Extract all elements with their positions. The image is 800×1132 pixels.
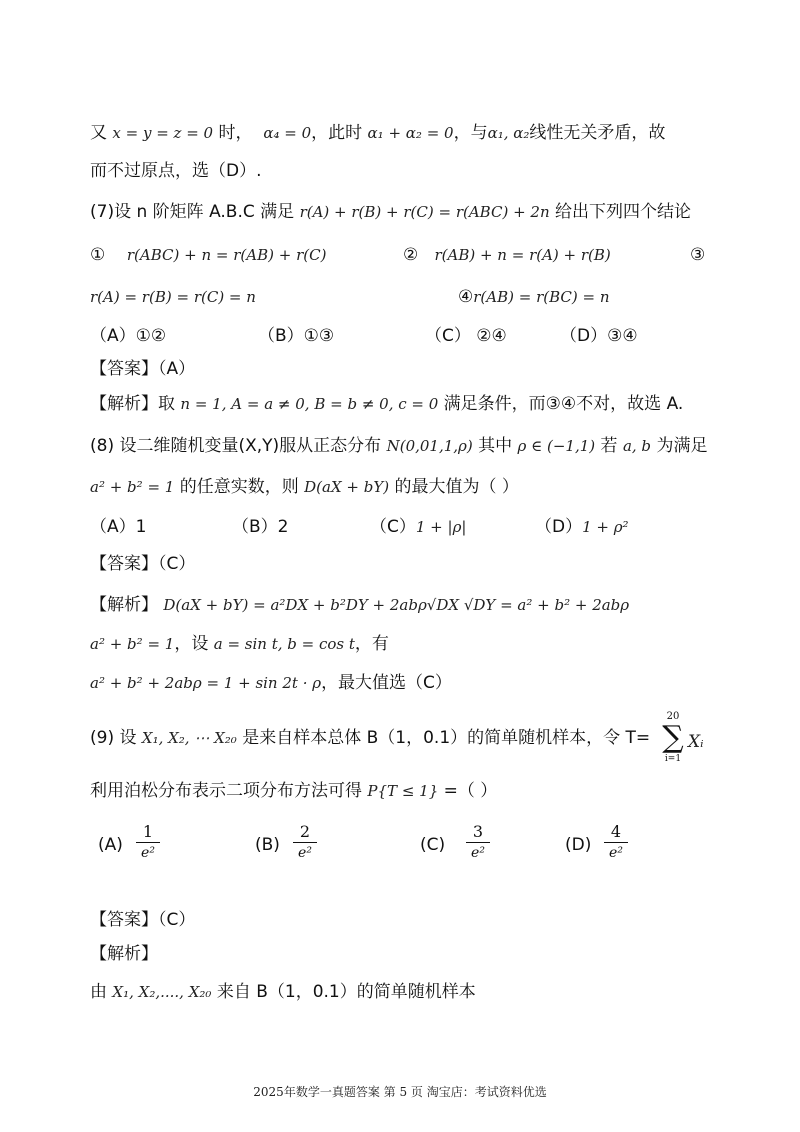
fraction-bar (293, 842, 317, 843)
question-8-cont (90, 475, 519, 499)
option-c (370, 515, 466, 539)
math: α₁, α₂ (487, 124, 530, 142)
mark: ④ (458, 287, 474, 307)
math: X₁, X₂, ⋯ X₂₀ (141, 729, 237, 747)
numerator: 4 (610, 822, 622, 841)
text: 若 (595, 436, 618, 456)
text: 利用泊松分布表示二项分布方法可得 (90, 781, 362, 801)
option-c-label: (C) (420, 835, 446, 855)
text: （C） (370, 517, 416, 537)
text: 时， (213, 123, 253, 143)
text: (9) 设 (90, 728, 137, 748)
option-d (535, 515, 629, 539)
option-c: （C） ②④ (425, 326, 507, 346)
denominator: e² (609, 845, 623, 861)
option-c-fraction (466, 823, 490, 862)
question-8 (90, 434, 707, 458)
answer-8: 【答案】（C） (90, 554, 196, 574)
solution-7 (90, 392, 683, 416)
math: α₁ + α₂ = 0 (367, 124, 454, 142)
text: 由 (90, 982, 107, 1002)
fraction-bar (604, 842, 628, 843)
math: x = y = z = 0 (112, 124, 214, 142)
math: a² + b² + 2abρ = 1 + sin 2t · ρ (90, 674, 322, 692)
fraction-bar (466, 842, 490, 843)
math: r(ABC) + n = r(AB) + r(C) (126, 246, 327, 264)
answer-7: 【答案】（A） (90, 359, 196, 379)
text: =（ ） (438, 781, 498, 801)
solution-8-line-3 (90, 671, 452, 695)
question-9 (90, 726, 650, 750)
math: P{T ≤ 1} (367, 782, 439, 800)
text: ，最大值选（C） (321, 673, 452, 693)
option-a-fraction (136, 823, 160, 862)
text: 给出下列四个结论 (549, 202, 692, 222)
sum-upper: 20 (666, 711, 680, 722)
text: 为满足 (651, 436, 708, 456)
text: 来自 B（1，0.1）的简单随机样本 (211, 982, 476, 1002)
text: 【解析】取 (90, 394, 175, 414)
text: 其中 (472, 436, 513, 456)
math: a² + b² = 1 (90, 478, 175, 496)
text: 满足条件，而③④不对，故选 A. (438, 394, 684, 414)
text: ，与 (453, 123, 488, 143)
mark: ① (90, 245, 106, 265)
summation (660, 712, 686, 764)
question-9-cont (90, 779, 497, 803)
math: r(AB) + n = r(A) + r(B) (434, 246, 611, 264)
text: (7)设 n 阶矩阵 A.B.C 满足 (90, 202, 295, 222)
option-d: （D）③④ (560, 326, 638, 346)
math: D(aX + bY) = a²DX + b²DY + 2abρ√DX √DY = a² + b² + 2abρ (163, 596, 630, 614)
option-a: （A）1 (90, 517, 147, 537)
text: ，设 (174, 634, 209, 654)
text: 是来自样本总体 B（1，0.1）的简单随机样本，令 T= (236, 728, 651, 748)
answer-9: 【答案】（C） (90, 910, 196, 930)
option-b-label: (B) (255, 835, 280, 855)
option-b: （B）2 (232, 517, 289, 537)
solution-8 (90, 593, 629, 617)
option-d-label: (D) (565, 835, 592, 855)
text: 线性无关矛盾，故 (529, 123, 666, 143)
text: ，此时 (311, 123, 363, 143)
denominator: e² (141, 845, 155, 861)
math: 1 + |ρ| (415, 518, 467, 536)
conclusion-3-mark: ③ (690, 245, 706, 265)
math: r(A) = r(B) = r(C) = n (90, 288, 256, 306)
math: a, b (622, 437, 652, 455)
conclusion-4 (458, 285, 610, 309)
math: a² + b² = 1 (90, 635, 175, 653)
conclusion-3 (90, 285, 256, 309)
page-footer: 2025年数学一真题答案 第 5 页 淘宝店：考试资料优选 (253, 1085, 547, 1099)
numerator: 1 (142, 822, 154, 841)
math: ρ ∈ (−1,1) (517, 437, 596, 455)
denominator: e² (471, 845, 485, 861)
math: r(A) + r(B) + r(C) = r(ABC) + 2n (299, 203, 550, 221)
math: X₁, X₂,...., X₂₀ (112, 983, 212, 1001)
math: D(aX + bY) (304, 478, 390, 496)
text: 【解析】 (90, 595, 158, 615)
solution-9-heading: 【解析】 (90, 944, 158, 964)
option-b-fraction (293, 823, 317, 862)
question-7 (90, 200, 691, 224)
text: ，有 (354, 634, 389, 654)
text: (8) 设二维随机变量(X,Y)服从正态分布 (90, 436, 382, 456)
math: N(0,01,1,ρ) (386, 437, 473, 455)
numerator: 2 (299, 822, 311, 841)
text-line (90, 121, 665, 145)
conclusion-1 (90, 243, 326, 267)
math: α₄ = 0 (263, 124, 312, 142)
mark: ② (403, 245, 419, 265)
option-b: （B）①③ (258, 326, 335, 346)
sum-symbol: ∑ (662, 720, 684, 755)
text: 又 (90, 123, 107, 143)
text: （D） (535, 517, 583, 537)
solution-8-line-2 (90, 632, 389, 656)
fraction-bar (136, 842, 160, 843)
option-a: （A）①② (90, 326, 167, 346)
option-a-label: (A) (98, 835, 123, 855)
conclusion-2 (403, 243, 611, 267)
option-d-fraction (604, 823, 628, 862)
math: n = 1, A = a ≠ 0, B = b ≠ 0, c = 0 (180, 395, 439, 413)
sum-lower: i=1 (664, 754, 682, 764)
math: r(AB) = r(BC) = n (473, 288, 610, 306)
text-line: 而不过原点，选（D）. (90, 161, 262, 181)
denominator: e² (298, 845, 312, 861)
text: 的任意实数，则 (174, 477, 299, 497)
sum-term: Xᵢ (688, 732, 704, 752)
math: 1 + ρ² (582, 518, 629, 536)
text: 的最大值为（ ） (389, 477, 519, 497)
numerator: 3 (472, 822, 484, 841)
solution-9 (90, 980, 476, 1004)
math: a = sin t, b = cos t (213, 635, 355, 653)
